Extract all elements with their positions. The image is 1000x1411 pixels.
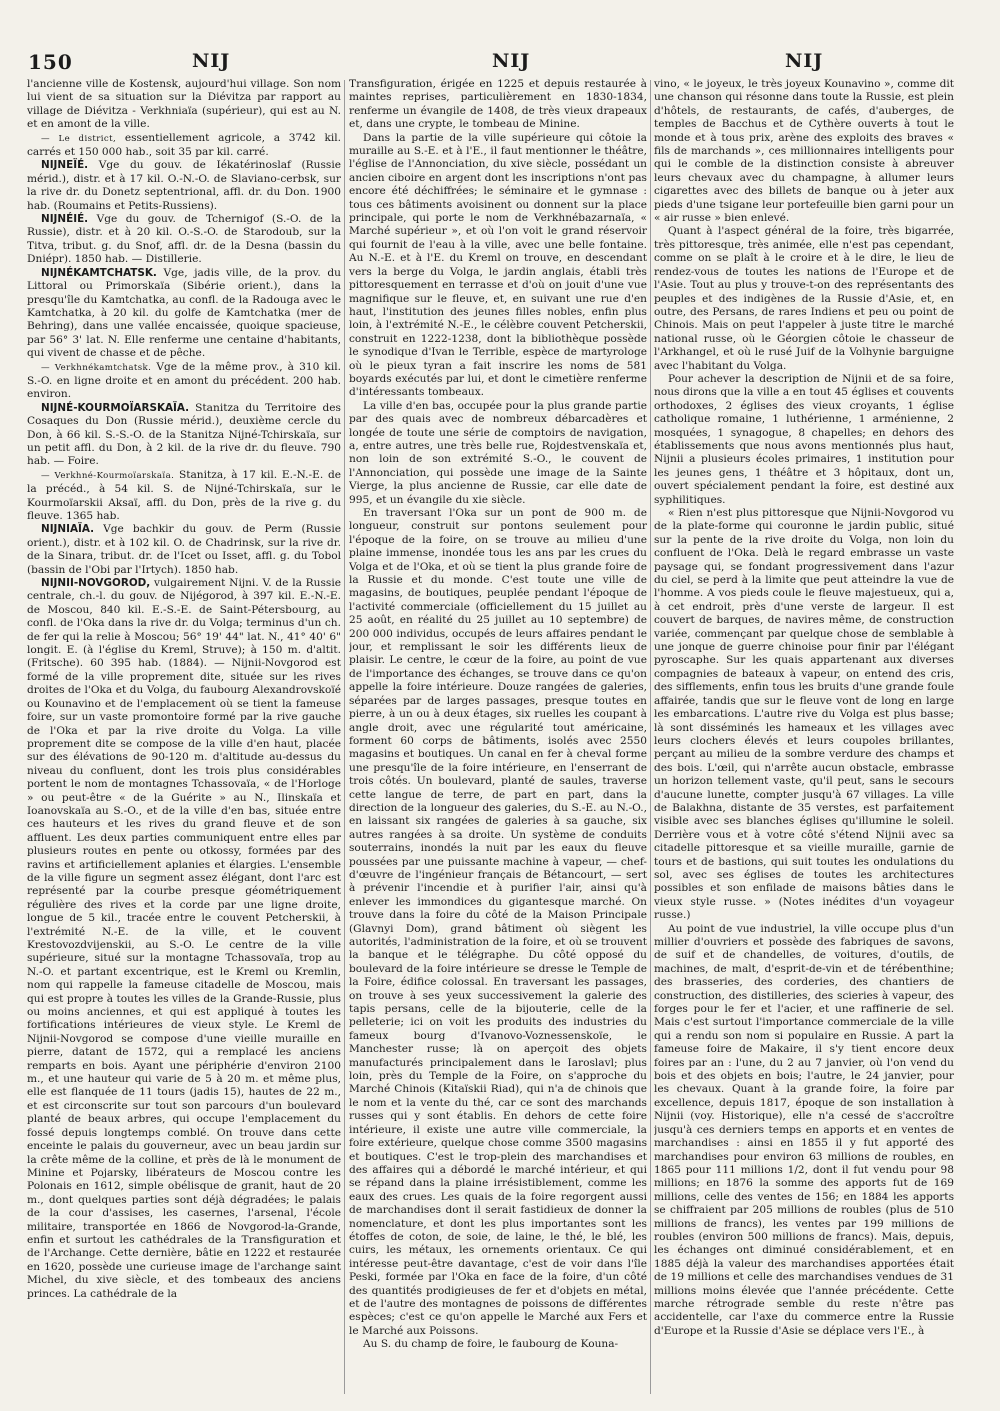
sub-entry xyxy=(27,132,341,160)
dictionary-entry xyxy=(27,577,341,1301)
column-divider xyxy=(650,80,651,1394)
entry-text: Quant à l'aspect général de la foire, très bigarrée, très pittoresque, très animée, elle n'est pas cependant, comme on se plaît à le croire et à le dire, le lieu de rendez-vous de toutes les nations de l'Europe et de l'Asie. Tout au plus y trouve-t-on des représentants des peuples et des indigènes de la Russie d'Asie, et, en outre, des Persans, de rares Indiens et peu ou point de Chinois. Mais on peut l'appeler à juste titre le marché national russe, où le Géorgien côtoie le chasseur de l'Arkhangel, et où le rusé Juif de la Volhynie barguigne avec l'habitant du Volga. xyxy=(654,225,954,372)
entry-headword: NIJNIAÏA. xyxy=(41,523,95,536)
dictionary-entry xyxy=(27,523,341,577)
entry-text: « Rien n'est plus pittoresque que Nijnii-Novgorod vu de la plate-forme qui couronne le jardin public, situé sur la pente de la rive droite du Volga, non loin du confluent de l'Oka. Delà le regard embrasse un vaste paysage qui, se fondant progressivement dans l'azur du ciel, se perd à la limite que peut atteindre la vue de l'homme. A vos pieds coule le fleuve majestueux, qui a, à cet endroit, près d'une verste de largeur. Il est couvert de barques, de navires même, de construction variée, commençant par quelque chose de semblable à une jonque de guerre chinoise pour finir par l'élégant pyroscaphe. Sur les quais appartenant aux diverses compagnies de bateaux à vapeur, on entend des cris, des sifflements, enfin tous les bruits d'une grande foule affairée, tandis que sur le fleuve vont de long en large les embarcations. L'autre rive du Volga est plus basse; là sont disséminés les hameaux et les villages avec leurs clochers élevés et leurs coupoles brillantes, perçant au milieu de la sombre verdure des champs et des bois. L'œil, qui n'arrête aucun obstacle, embrasse un horizon tellement vaste, qu'il peut, sans le secours d'aucune lunette, compter jusqu'à 67 villages. La ville de Balakhna, distante de 35 verstes, est parfaitement visible avec ses blanches églises qu'illumine le soleil. Derrière vous et à votre côté s'étend Nijnii avec sa citadelle pittoresque et sa vieille muraille, garnie de tours et de bastions, qui suit toutes les ondulations du sol, avec ses églises de toutes les architectures possibles et son enfilade de maisons bâties dans le vieux style russe. » (Notes inédites d'un voyageur russe.) xyxy=(654,507,954,922)
continued-paragraph xyxy=(654,78,954,225)
paragraph xyxy=(349,1338,647,1351)
entry-text: Vge du gouv. de Tchernigof (S.-O. de la Russie), distr. et à 20 kil. O.-S.-O. de Starodoub, sur la Titva, tribut. g. du Snof, affl. dr. de la Desna (bassin du Dniépr). 1850 hab. — Distillerie. xyxy=(27,213,341,266)
sub-entry-lead: — Verkhné-Kourmoïarskaïa. xyxy=(41,470,175,481)
entry-text: Stanitza du Territoire des Cosaques du Don (Russie mérid.), deuxième cercle du Don, à 66 kil. S.-S.-O. de la Stanitza Nijné-Tchirskaïa, sur un petit affl. du Don, à 2 kil. de la rive dr. du fleuve. 790 hab. — Foire. xyxy=(27,401,341,468)
entry-text: vulgairement Nijni. V. de la Russie centrale, ch.-l. du gouv. de Nijégorod, à 397 kil. E.-N.-E. de Moscou, 840 kil. E.-S.-E. de Saint-Pétersbourg, au confl. de l'Oka dans la rive dr. du Volga; terminus d'un ch. de fer qui la relie à Moscou; 56° 19' 44" lat. N., 41° 40' 6" longit. E. (à l'église du Kreml, Struve); à 150 m. d'altit. (Fritsche). 60 395 hab. (1884). — Nijnii-Novgorod est formé de la ville proprement dite, située sur les rives droites de l'Oka et du Volga, du faubourg Alexandrovskoïé ou Kounavino et de l'emplacement où se tient la fameuse foire, sur un vaste promontoire formé par la rive gauche de l'Oka et par la rive droite du Volga. La ville proprement dite se compose de la ville d'en haut, placée sur des élévations de 90-120 m. d'altitude au-dessus du niveau du confluent, dont les trois plus considérables portent le nom de montagnes Tchassovaïa, « de l'Horloge » ou peut-être « de la Guérite » au N., Ilinskaïa et Ioanovskaïa au S.-O., et de la ville d'en bas, située entre ces hauteurs et les rives du grand fleuve et de son affluent. Les deux parties communiquent entre elles par plusieurs routes en pente ou otkossy, formées par des ravins et artificiellement aplanies et élargies. L'ensemble de la ville figure un segment assez élégant, dont l'arc est représenté par la courbe presque géométriquement régulière des rives et la corde par une ligne droite, longue de 5 kil., tracée entre le couvent Petcherskii, à l'extrémité N.-E. de la ville, et le couvent Krestovozdvijenskii, au S.-O. Le centre de la ville supérieure, situé sur la montagne Tchassovaïa, trop au N.-O. et partant excentrique, est le Kreml ou Kremlin, nom qui rappelle la fameuse citadelle de Moscou, mais qui est propre à toutes les villes de la Grande-Russie, plus ou moins anciennes, et qui est appliqué à toutes les fortifications intérieures de vieux style. Le Kreml de Nijnii-Novgorod se compose d'une vieille muraille en pierre, datant de 1572, qui a remplacé les anciens remparts en bois. Ayant une périphérie d'environ 2100 m., et une hauteur qui varie de 5 à 20 m. et même plus, elle est flanquée de 11 tours (jadis 15), hautes de 22 m., et est circonscrite sur tout son parcours d'un boulevard planté de beaux arbres, qui occupe l'emplacement du fossé depuis longtemps comblé. On trouve dans cette enceinte le palais du gouverneur, avec un beau jardin sur la crête même de la colline, et près de là le monument de Minine et Pojarsky, libérateurs de Moscou contre les Polonais en 1612, simple obélisque de granit, haut de 20 m., dont quelques parties sont déjà dégradées; le palais de la cour d'assises, les casernes, l'arsenal, l'école militaire, transportée en 1866 de Novgorod-la-Grande, enfin et surtout les cathédrales de la Transfiguration et de l'Archange. Cette dernière, bâtie en 1222 et restaurée en 1620, possède une curieuse image de l'archange saint Michel, du xive siècle, et des tombeaux des anciens princes. La cathédrale de la xyxy=(27,577,341,1300)
entry-text: Vge, jadis ville, de la prov. du Littoral ou Primorskaïa (Sibérie orient.), dans la presqu'île du Kamtchatka, au confl. de la Radouga avec le Kamtchatka, à 20 kil. du golfe de Kamtchatka (mer de Behring), dans une vallée encaissée, quoique spacieuse, par 56° 3' lat. N. Elle renferme une centaine d'habitants, qui vivent de chasse et de pêche. xyxy=(27,266,341,360)
entry-headword: NIJNEÏÉ. xyxy=(41,159,89,172)
paragraph xyxy=(654,225,954,372)
entry-text: l'ancienne ville de Kostensk, aujourd'hui village. Son nom lui vient de sa situation sur la Diévitza par rapport au village de Diévitza - Verkhniaïa (supérieur), qui est au N. et en amont de la ville. xyxy=(27,78,341,131)
paragraph xyxy=(654,923,954,1339)
sub-entry xyxy=(27,361,341,402)
entry-text: Pour achever la description de Nijnii et de sa foire, nous dirons que la ville a en tout 45 églises et couvents orthodoxes, 2 églises des vieux croyants, 1 église catholique romaine, 1 luthérienne, 1 arménienne, 2 mosquées, 1 synagogue, 8 chapelles; en dehors des établissements que nous avons mentionnés plus haut, Nijnii a plusieurs écoles primaires, 1 institution pour les jeunes gens, 1 théâtre et 3 hôpitaux, dont un, ouvert spécialement pendant la foire, est destiné aux syphilitiques. xyxy=(654,372,954,506)
text-column-1 xyxy=(27,78,341,1394)
text-column-3 xyxy=(654,78,954,1394)
dictionary-entry xyxy=(27,402,341,469)
entry-text: Vge de la même prov., à 310 kil. S.-O. en ligne droite et en amont du précédent. 200 hab. environ. xyxy=(27,360,341,401)
entry-headword: NIJNÉKAMTCHATSK. xyxy=(41,266,157,279)
entry-headword: NIJNII-NOVGOROD, xyxy=(41,577,151,590)
paragraph xyxy=(654,373,954,507)
running-head-col3: NIJ xyxy=(785,50,824,72)
entry-text: Vge du gouv. de Iékatérinoslaf (Russie mérid.), distr. et à 17 kil. O.-N.-O. de Slaviano-cerbsk, sur la rive dr. du Donetz septentrional, affl. dr. du Don. 1900 hab. (Roumains et Petits-Russiens). xyxy=(27,159,341,212)
page-number: 150 xyxy=(28,50,73,74)
entry-text: La ville d'en bas, occupée pour la plus grande partie par des quais avec de nombreux débarcadères et longée de toute une série de comptoirs de navigation, a, entre autres, une très belle rue, Rojdestvenskaïa et, non loin de son extrémité S.-O., le couvent de l'Annonciation, qui possède une image de la Sainte Vierge, la plus ancienne de Russie, car elle date de 995, et un évangile du xie siècle. xyxy=(349,399,647,506)
running-head-col1: NIJ xyxy=(192,50,231,72)
entry-text: Au S. du champ de foire, le faubourg de Kouna- xyxy=(363,1338,619,1351)
entry-text: essentiellement agricole, a 3742 kil. carrés et 150 000 hab., soit 35 par kil. carré. xyxy=(27,131,341,159)
entry-text: Dans la partie de la ville supérieure qui côtoie la muraille au S.-E. et à l'E., il faut mentionner le théâtre, l'église de l'Annonciation, du xive siècle, possédant un ancien ciboire en argent dont les inscriptions n'ont pas encore été déchiffrées; le séminaire et le gymnase : tous ces bâtiments avoisinent ou donnent sur la place principale, qui porte le nom de Verkhnébazarnaïa, « Marché supérieur », et où l'on voit le grand réservoir qui fournit de l'eau à la ville, avec une belle fontaine. Au N.-E. et à l'E. du Kreml on trouve, en descendant vers la berge du Volga, le jardin anglais, établi très pittoresquement en terrasse et d'où on jouit d'une vue magnifique sur le fleuve, et, en suivant une rue d'en haut, l'institution des jeunes filles nobles, enfin plus loin, à l'extrémité N.-E., le célèbre couvent Petcherskii, construit en 1222-1238, dont la bibliothèque possède le synodique d'Ivan le Terrible, espèce de martyrologe où le pieux tyran a fait inscrire les noms de 581 boyards exécutés par lui, et dont le cimetière renferme d'intéressants tombeaux. xyxy=(349,131,647,399)
text-column-2 xyxy=(349,78,647,1394)
sub-entry-lead: — Le district, xyxy=(41,133,117,144)
dictionary-entry xyxy=(27,159,341,213)
sub-entry-lead: — Verkhnékamtchatsk. xyxy=(41,362,152,373)
entry-text: Au point de vue industriel, la ville occupe plus d'un millier d'ouvriers et possède des fabriques de savons, de suif et de chandelles, de voitures, d'outils, de machines, de malt, d'esprit-de-vin et de térébenthine; des brasseries, des corderies, des chantiers de construction, des distilleries, des scieries à vapeur, des forges pour le fer et l'acier, et une raffinerie de sel. Mais c'est surtout l'importance commerciale de la ville qui a rendu son nom si populaire en Russie. A part la fameuse foire de Makaire, il s'y tient encore deux foires par an : l'une, du 2 au 7 janvier, où l'on vend du bois et des objets en bois; l'autre, le 24 janvier, pour les chevaux. Quant à la grande foire, la foire par excellence, depuis 1817, époque de son installation à Nijnii (voy. Historique), elle n'a cessé de s'accroître jusqu'à ces derniers temps en apports et en ventes de marchandises : ainsi en 1855 il y fut apporté des marchandises pour environ 63 millions de roubles, en 1865 pour 111 millions 1/2, dont il fut vendu pour 98 millions; en 1876 la somme des apports fut de 169 millions, celle des ventes de 156; en 1884 les apports se chiffraient par 205 millions de roubles (plus de 510 millions de francs), les ventes par 199 millions de roubles (environ 500 millions de francs). Mais, depuis, les échanges ont diminué considérablement, et en 1885 déjà la valeur des marchandises apportées était de 19 millions et celle des marchandises vendues de 31 millions moins élevée que l'année précédente. Cette marche rétrograde semble du reste n'être pas accidentelle, car l'axe du commerce entre la Russie d'Europe et la Russie d'Asie se déplace vers l'E., à xyxy=(654,922,954,1337)
entry-text: Transfiguration, érigée en 1225 et depuis restaurée à maintes reprises, particulièrement en 1830-1834, renferme un évangile de 1408, de très vieux drapeaux et, dans une crypte, le tombeau de Minine. xyxy=(349,78,647,131)
entry-headword: NIJNÉ-KOURMOÏARSKAÏA. xyxy=(41,401,190,414)
paragraph xyxy=(349,132,647,400)
paragraph xyxy=(349,400,647,507)
running-head-col2: NIJ xyxy=(492,50,531,72)
entry-text: vino, « le joyeux, le très joyeux Kounavino », comme dit une chanson qui résonne dans toute la Russie, est plein d'hôtels, de restaurants, de cafés, d'auberges, de temples de Bacchus et de Cythère ouverts à tout le monde et à tous prix, arène des exploits des braves « fils de marchands », ces millionnaires intelligents pour qui le comble de la distinction consiste à abreuver leurs chevaux avec du champagne, à allumer leurs cigarettes avec des billets de banque ou à jeter aux pieds d'une tsigane leur portefeuille bien garni pour un « air russe » bien enlevé. xyxy=(654,78,954,225)
continued-paragraph xyxy=(27,78,341,132)
entry-text: Vge bachkir du gouv. de Perm (Russie orient.), distr. et à 102 kil. O. de Chadrinsk, sur la rive dr. de la Sinara, tribut. dr. de l'Icet ou Isset, affl. g. du Tobol (bassin de l'Obi par l'Irtych). 1850 hab. xyxy=(27,523,341,576)
dictionary-entry xyxy=(27,213,341,267)
paragraph xyxy=(349,507,647,1338)
entry-text: En traversant l'Oka sur un pont de 900 m. de longueur, construit sur pontons seulement pour l'époque de la foire, on se trouve au milieu d'une plaine immense, inondée tous les ans par les crues du Volga et de l'Oka, et où se tient la plus grande foire de la Russie et du monde. C'est toute une ville de magasins, de boutiques, peuplée pendant l'époque de l'activité commerciale (officiellement du 15 juillet au 25 août, en réalité du 25 juillet au 10 septembre) de 200 000 individus, occupés de leurs affaires pendant le jour, et remplissant le soir les différents lieux de plaisir. Le centre, le cœur de la foire, au point de vue de l'importance des échanges, se trouve dans ce qu'on appelle la foire intérieure. Douze rangées de galeries, séparées par de larges passages, presque toutes en pierre, à un ou à deux étages, six ruelles les coupant à angle droit, avec une régularité tout américaine, forment 60 corps de bâtiments, isolés avec 2550 magasins et boutiques. Un canal en fer à cheval forme une presqu'île de la foire intérieure, en l'enserrant de trois côtés. Un boulevard, planté de saules, traverse cette langue de terre, de part en part, dans la direction de la longueur des galeries, du S.-E. au N.-O., en laissant six rangées de galeries à sa gauche, six autres rangées à sa droite. Un système de conduits souterrains, inondés la nuit par les eaux du fleuve poussées par une puissante machine à vapeur, — chef-d'œuvre de l'ingénieur français de Bétancourt, — sert à prévenir l'incendie et à purifier l'air, ainsi qu'à enlever les immondices du gigantesque marché. On trouve dans la foire du côté de la Maison Principale (Glavnyi Dom), grand bâtiment où siègent les autorités, l'administration de la foire, et où se trouvent la banque et le télégraphe. Du côté opposé du boulevard de la foire intérieure se dresse le Temple de la Foire, édifice colossal. En traversant les passages, on trouve à ses yeux successivement la galerie des tapis persans, celle de la bijouterie, celle de la pelleterie; ici on voit les produits des industries du fameux bourg d'Ivanovo-Voznessenskoïe, le Manchester russe; là on aperçoit des objets manufacturés principalement dans le Iaroslavl; plus loin, près du Temple de la Foire, on s'approche du Marché Chinois (Kitaïskii Riad), qui n'a de chinois que le nom et la vente du thé, car ce sont des marchands russes qui y sont établis. En dehors de cette foire intérieure, il existe une autre ville commerciale, la foire extérieure, quelque chose comme 3500 magasins et boutiques. C'est le trop-plein des marchandises et des affaires qui a débordé le marché intérieur, et qui se répand dans la plaine irrésistiblement, comme les eaux des crues. Les quais de la foire regorgent aussi de marchandises dont il serait fastidieux de donner la nomenclature, et dont les plus importantes sont les étoffes de coton, de soie, de laine, le thé, le blé, les cuirs, les métaux, les ornements orientaux. Ce qui intéresse peut-être davantage, c'est de voir dans l'île Peski, formée par l'Oka en face de la foire, d'un côté des quantités prodigieuses de fer et d'objets en métal, et de l'autre des montagnes de poissons de différentes espèces; c'est ce qu'on appelle le Marché aux Fers et le Marché aux Poissons. xyxy=(349,507,647,1337)
sub-entry xyxy=(27,469,341,524)
continued-paragraph xyxy=(349,78,647,132)
column-divider xyxy=(344,80,345,1394)
entry-text: Stanitza, à 17 kil. E.-N.-E. de la précéd., à 54 kil. S. de Nijné-Tchirskaïa, sur le Kourmoïarskii Aksaï, affl. du Don, près de la rive g. du fleuve. 1365 hab. xyxy=(27,468,341,522)
paragraph xyxy=(654,507,954,923)
entry-headword: NIJNÉIÉ. xyxy=(41,213,89,226)
dictionary-entry xyxy=(27,267,341,361)
